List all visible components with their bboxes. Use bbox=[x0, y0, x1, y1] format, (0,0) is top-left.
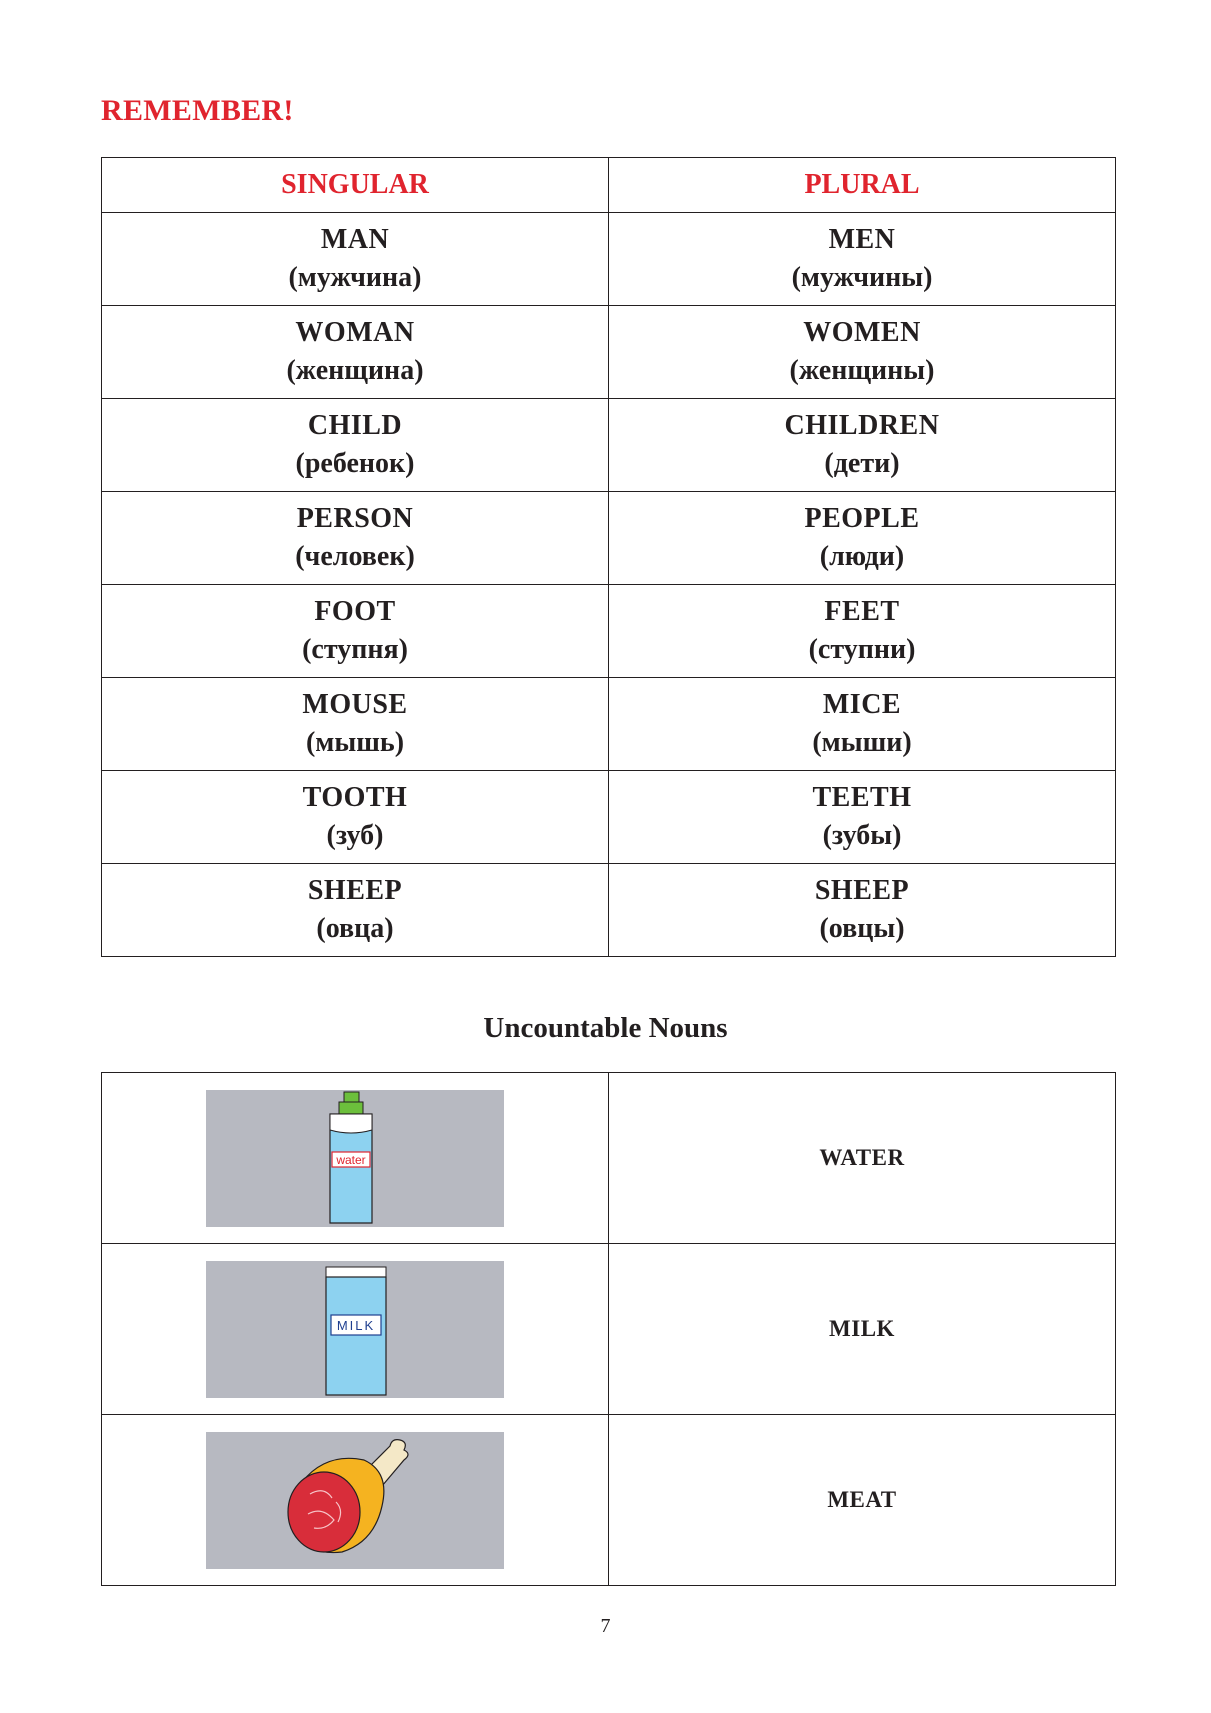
singular-translation: (ребенок) bbox=[295, 448, 415, 479]
singular-cell bbox=[102, 678, 609, 771]
uncountable-nouns-table bbox=[101, 1072, 1116, 1586]
singular-word: MOUSE bbox=[302, 689, 408, 720]
plural-cell bbox=[609, 213, 1116, 306]
plural-cell bbox=[609, 678, 1116, 771]
plural-translation: (зубы) bbox=[822, 820, 902, 851]
table-row bbox=[102, 306, 1116, 399]
table-row bbox=[102, 1244, 1116, 1415]
table-row bbox=[102, 492, 1116, 585]
picture-cell bbox=[102, 1415, 609, 1586]
singular-translation: (мужчина) bbox=[288, 262, 422, 293]
singular-translation: (мышь) bbox=[305, 727, 405, 758]
plural-word: PEOPLE bbox=[804, 503, 920, 534]
plural-word: SHEEP bbox=[814, 875, 910, 906]
meat-leg-icon bbox=[206, 1432, 504, 1569]
singular-cell bbox=[102, 771, 609, 864]
singular-cell bbox=[102, 213, 609, 306]
singular-word: WOMAN bbox=[295, 317, 415, 348]
water-bottle-label: water bbox=[336, 1152, 366, 1167]
plural-word: WOMEN bbox=[803, 317, 921, 348]
plural-translation: (ступни) bbox=[808, 634, 916, 665]
plural-word: MICE bbox=[822, 689, 902, 720]
uncountable-nouns-title: Uncountable Nouns bbox=[483, 1012, 728, 1044]
singular-cell bbox=[102, 306, 609, 399]
plural-cell bbox=[609, 306, 1116, 399]
plural-translation: (овцы) bbox=[819, 913, 905, 944]
plural-word: FEET bbox=[824, 596, 900, 627]
singular-cell bbox=[102, 492, 609, 585]
plural-translation: (женщины) bbox=[789, 355, 935, 386]
plural-cell bbox=[609, 585, 1116, 678]
water-bottle-icon bbox=[206, 1090, 504, 1227]
plural-cell bbox=[609, 864, 1116, 957]
milk-carton-icon bbox=[206, 1261, 504, 1398]
plural-word: MEN bbox=[828, 224, 896, 255]
plural-translation: (мыши) bbox=[812, 727, 912, 758]
singular-translation: (зуб) bbox=[326, 820, 384, 851]
singular-word: SHEEP bbox=[307, 875, 403, 906]
table-header-row bbox=[102, 158, 1116, 213]
table-row bbox=[102, 1073, 1116, 1244]
singular-translation: (человек) bbox=[295, 541, 415, 572]
remember-heading: REMEMBER! bbox=[101, 94, 294, 127]
singular-translation: (женщина) bbox=[286, 355, 424, 386]
plural-cell bbox=[609, 771, 1116, 864]
table-row bbox=[102, 864, 1116, 957]
picture-cell bbox=[102, 1073, 609, 1244]
singular-word: CHILD bbox=[307, 410, 403, 441]
table-row bbox=[102, 678, 1116, 771]
plural-translation: (люди) bbox=[819, 541, 905, 572]
table-row bbox=[102, 771, 1116, 864]
singular-cell bbox=[102, 864, 609, 957]
plural-translation: (мужчины) bbox=[791, 262, 933, 293]
plural-nouns-table bbox=[101, 157, 1116, 957]
singular-cell bbox=[102, 399, 609, 492]
singular-word: TOOTH bbox=[302, 782, 408, 813]
singular-word: MAN bbox=[320, 224, 390, 255]
uncountable-noun-label: WATER bbox=[609, 1073, 1116, 1244]
uncountable-noun-label: MILK bbox=[609, 1244, 1116, 1415]
singular-word: FOOT bbox=[314, 596, 396, 627]
plural-header: PLURAL bbox=[609, 158, 1116, 213]
uncountable-noun-label: MEAT bbox=[609, 1415, 1116, 1586]
singular-header: SINGULAR bbox=[102, 158, 609, 213]
table-row bbox=[102, 585, 1116, 678]
plural-cell bbox=[609, 399, 1116, 492]
table-row bbox=[102, 1415, 1116, 1586]
plural-cell bbox=[609, 492, 1116, 585]
picture-cell bbox=[102, 1244, 609, 1415]
milk-carton-label: MILK bbox=[336, 1317, 376, 1333]
plural-translation: (дети) bbox=[824, 448, 900, 479]
singular-cell bbox=[102, 585, 609, 678]
singular-translation: (овца) bbox=[316, 913, 394, 944]
plural-word: TEETH bbox=[812, 782, 912, 813]
table-row bbox=[102, 213, 1116, 306]
page-number: 7 bbox=[600, 1615, 611, 1637]
singular-word: PERSON bbox=[296, 503, 414, 534]
table-row bbox=[102, 399, 1116, 492]
singular-translation: (ступня) bbox=[302, 634, 408, 665]
plural-word: CHILDREN bbox=[784, 410, 940, 441]
